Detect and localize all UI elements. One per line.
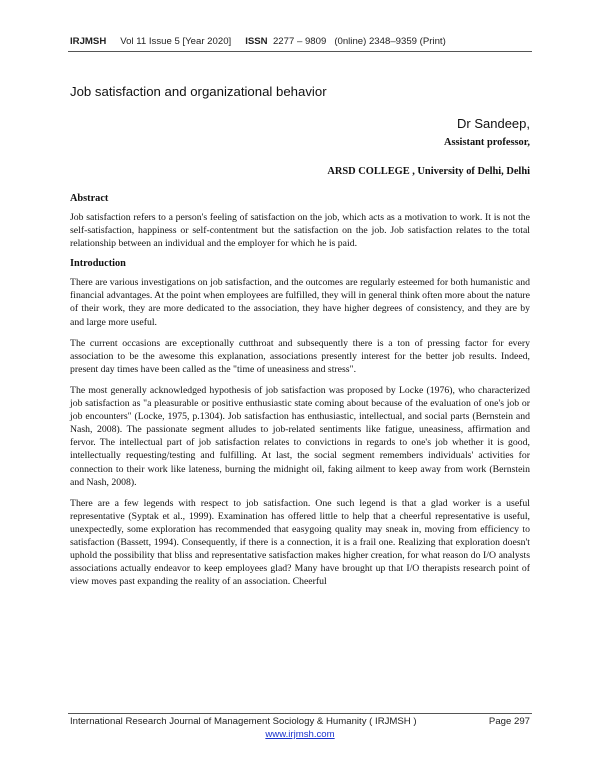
- running-footer: [70, 716, 530, 727]
- body-paragraph: There are various investigations on job satisfaction, and the outcomes are regularly esteemed for both humanistic and financial advantages. At the point when employees are fulfilled, they will in general think often more about the nature of their work, they are more dedicated to the association, they have higher degrees of consistency, and they are by and large more useful.: [70, 277, 530, 328]
- volume-issue: Vol 11 Issue 5 [Year 2020]: [120, 36, 232, 47]
- author-name: Dr Sandeep,: [457, 116, 530, 131]
- paper-body: [70, 193, 530, 596]
- page-number: Page 297: [488, 716, 530, 727]
- author-position: Assistant professor,: [443, 137, 530, 148]
- abstract-heading: Abstract: [70, 193, 109, 204]
- abstract-text: Job satisfaction refers to a person's feeling of satisfaction on the job, which acts as a motivation to work. It is not the self-satisfaction, happiness or self-contentment but the satisfaction on the job. Job satisfaction relates to the total relationship between an individual and the employer for which he is paid.: [70, 212, 530, 250]
- body-paragraph: There are a few legends with respect to job satisfaction. One such legend is that a glad worker is a useful representative (Syptak et al., 1999). Examination has offered little to help that a cheerful representative is useful, unexpectedly, some exploration has recommended that easygoing quality may sneak in, moving from efficiency to satisfaction (Bassett, 1994). Consequently, if there is a connection, it is a frail one. Realizing that exploration doesn't uphold the possibility that bliss and representative satisfaction makes higher creation, for what reason do I/O analysts associations actually endeavor to keep employees glad? Many have brought up that I/O therapists research point of view moves past expanding the reality of an association. Cheerful: [70, 497, 530, 588]
- paper-title: Job satisfaction and organizational behavior: [70, 84, 327, 99]
- introduction-heading: Introduction: [70, 258, 126, 270]
- issn-label: ISSN: [245, 36, 268, 47]
- header-rule: [68, 51, 532, 52]
- journal-abbreviation: IRJMSH: [70, 36, 107, 47]
- body-paragraph: The current occasions are exceptionally cutthroat and subsequently there is a ton of pressing factor for every association to be the awesome this explanation, associations presently interest for the better job results. Indeed, present day times have been called as the "time of uneasiness and stress".: [70, 337, 530, 375]
- footer-rule: [68, 713, 532, 714]
- running-header: [70, 36, 530, 47]
- issn-value: 2277 – 9809: [272, 36, 327, 47]
- journal-full-name: International Research Journal of Management Sociology & Humanity ( IRJMSH ): [70, 716, 417, 727]
- journal-website-link[interactable]: www.irjmsh.com: [265, 729, 335, 740]
- author-affiliation: ARSD COLLEGE , University of Delhi, Delhi: [327, 166, 530, 177]
- online-issn: (0nline) 2348–9359 (Print): [334, 36, 446, 47]
- body-paragraph: The most generally acknowledged hypothesis of job satisfaction was proposed by Locke (1976), who characterized job satisfaction as "a pleasurable or positive enthusiastic state coming about because of the evaluation of one's job or job encounters" (Locke, 1975, p.1304). Job satisfaction has enthusiastic, intellectual, and social parts (Bernstein and Nash, 2008). The passionate segment alludes to job-related sentiments like fatigue, uneasiness, affirmation and fervor. The intellectual part of job satisfaction relates to convictions in regards to one's job whether it is good, intellectually requesting/testing and fulfilling. At last, the social segment remembers individuals' activities for connection to their work like lateness, burning the midnight oil, faking ailment to keep away from work (Bernstein and Nash, 2008).: [70, 384, 530, 488]
